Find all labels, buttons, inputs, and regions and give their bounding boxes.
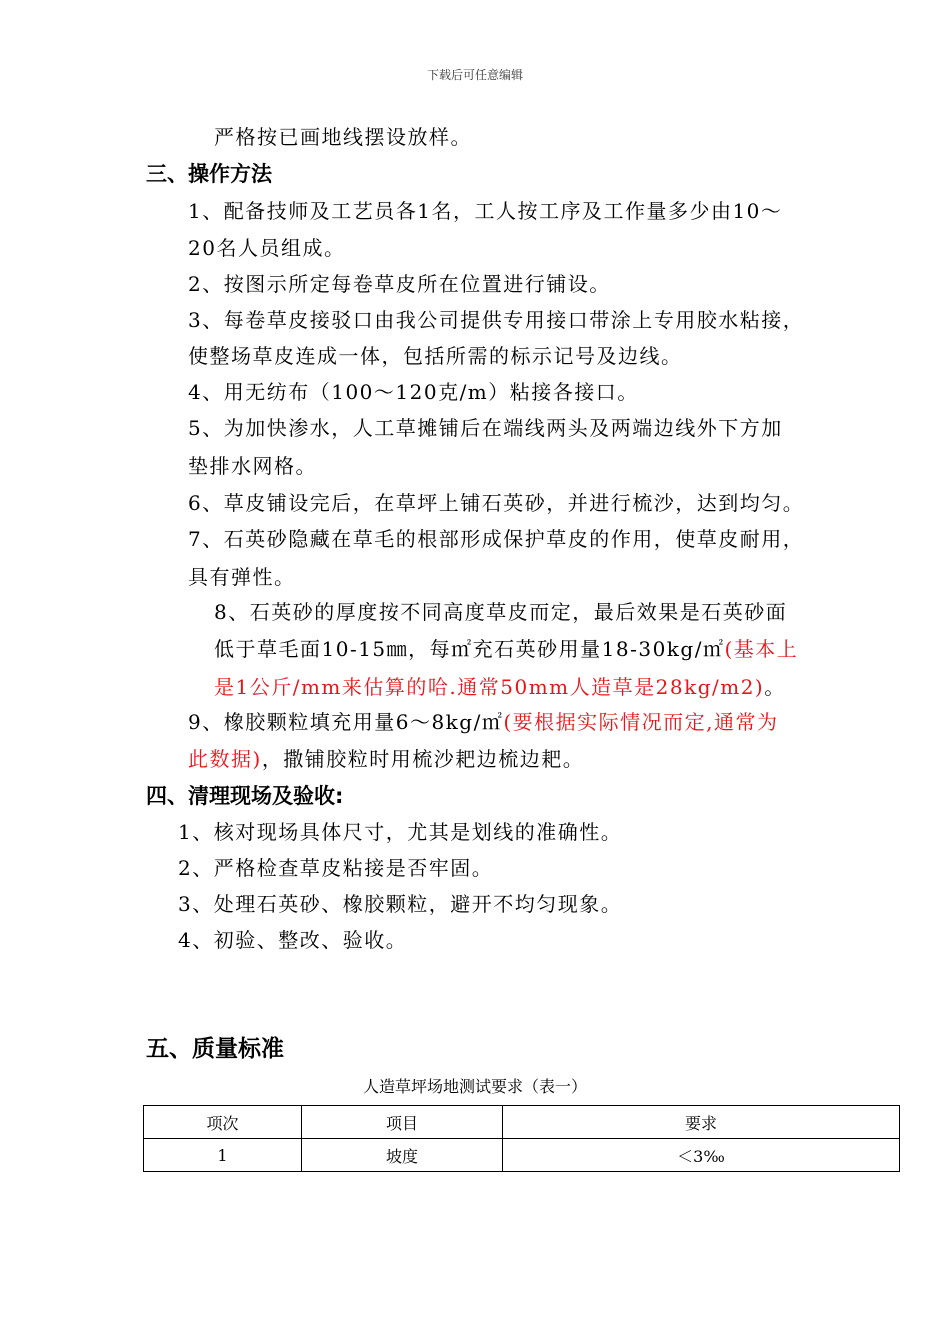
step-2: 2、按图示所定每卷草皮所在位置进行铺设。 [188, 272, 611, 296]
step-8-line-3 [214, 673, 786, 701]
step-9-text: 9、橡胶颗粒填充用量6～8kg/㎡ [188, 710, 504, 734]
header-cell: 要求 [503, 1106, 900, 1139]
step-7-line-2: 具有弹性。 [188, 565, 296, 589]
table-row [144, 1139, 900, 1172]
step-7-line-1: 7、石英砂隐藏在草毛的根部形成保护草皮的作用，使草皮耐用， [188, 527, 805, 551]
step-8-note-start: (基本上 [724, 637, 799, 661]
check-2: 2、严格检查草皮粘接是否牢固。 [178, 856, 494, 880]
paragraph-line: 严格按已画地线摆设放样。 [214, 125, 472, 149]
step-3-line-1: 3、每卷草皮接驳口由我公司提供专用接口带涂上专用胶水粘接， [188, 308, 805, 332]
step-9-line-2 [188, 745, 584, 773]
table-header-row [144, 1106, 900, 1139]
step-8-note: 是1公斤/mm来估算的哈.通常50mm人造草是28kg/m2) [214, 675, 765, 699]
step-9-line-1 [188, 708, 779, 736]
step-1-line-2: 20名人员组成。 [188, 236, 346, 260]
step-9-note-start: (要根据实际情况而定,通常为 [503, 710, 779, 734]
check-4: 4、初验、整改、验收。 [178, 928, 408, 952]
step-8-text: 低于草毛面10-15㎜，每㎡充石英砂用量18-30kg/㎡ [214, 637, 725, 661]
section-heading-3: 三、操作方法 [146, 162, 272, 186]
table-caption: 人造草坪场地测试要求（表一） [362, 1077, 587, 1096]
step-9-end: ，撒铺胶粒时用梳沙耙边梳边耙。 [261, 747, 585, 771]
step-4: 4、用无纺布（100～120克/m）粘接各接口。 [188, 380, 639, 404]
quality-table [143, 1105, 900, 1172]
section-heading-4: 四、清理现场及验收: [146, 784, 344, 808]
table-cell: 坡度 [302, 1139, 503, 1172]
step-5-line-2: 垫排水网格。 [188, 454, 317, 478]
step-8-line-1: 8、石英砂的厚度按不同高度草皮而定，最后效果是石英砂面 [214, 600, 788, 624]
page-header: 下载后可任意编辑 [426, 68, 523, 82]
table-cell: 1 [144, 1139, 302, 1172]
step-8-end: 。 [764, 675, 786, 699]
table-cell: ＜3‰ [503, 1139, 900, 1172]
step-6: 6、草皮铺设完后，在草坪上铺石英砂，并进行梳沙，达到均匀。 [188, 491, 805, 515]
check-1: 1、核对现场具体尺寸，尤其是划线的准确性。 [178, 820, 623, 844]
section-heading-5: 五、质量标准 [146, 1036, 284, 1062]
step-9-note: 此数据) [188, 747, 262, 771]
header-cell: 项次 [144, 1106, 302, 1139]
check-3: 3、处理石英砂、橡胶颗粒，避开不均匀现象。 [178, 892, 623, 916]
header-cell: 项目 [302, 1106, 503, 1139]
step-8-line-2 [214, 635, 798, 663]
step-3-line-2: 使整场草皮连成一体，包括所需的标示记号及边线。 [188, 344, 683, 368]
step-5-line-1: 5、为加快渗水，人工草摊铺后在端线两头及两端边线外下方加 [188, 416, 783, 440]
step-1-line-1: 1、配备技师及工艺员各1名，工人按工序及工作量多少由10～ [188, 199, 783, 223]
